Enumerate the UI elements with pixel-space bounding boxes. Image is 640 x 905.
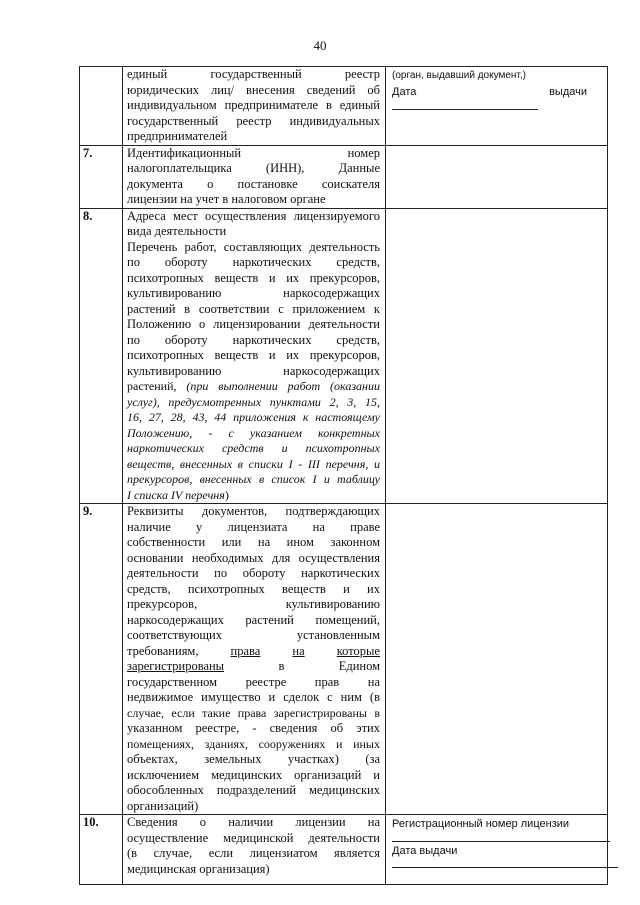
fill-line [392, 831, 610, 842]
table-row [80, 504, 608, 815]
row-entry-field[interactable] [386, 815, 608, 885]
text-fragment-italic: (при выполнении работ (оказании [186, 379, 380, 393]
text-fragment-italic: I списка IV перечня [127, 487, 225, 502]
text-line: культивированию наркосодержащих [127, 363, 380, 378]
text-line: психотропных веществ и их прекурсоров, [127, 348, 380, 362]
text-line: индивидуальном предпринимателе в единый [127, 98, 380, 112]
text-fragment: растений, [127, 379, 177, 393]
issue-date-label: Дата выдачи [392, 845, 458, 857]
table-row [80, 815, 608, 885]
text-line: случае, если такие права зарегистрированы в [127, 705, 380, 720]
text-line: наличие у лицензиата на праве [127, 519, 380, 534]
row-description [123, 67, 386, 146]
text-line: по обороту наркотических средств, [127, 332, 380, 347]
text-line: растений в соответствии с приложением к [127, 301, 380, 316]
underlined-text: права [230, 643, 261, 658]
fill-line [392, 858, 618, 868]
row-number: 7. [80, 145, 123, 208]
text-line: организаций) [127, 798, 199, 813]
text-line: по обороту наркотических средств, [127, 255, 380, 269]
text-line-italic: 16, 27, 28, 43, 44 приложения к настоящему [127, 410, 380, 424]
row-number: 8. [80, 208, 123, 504]
row-description [123, 208, 386, 504]
text-line: налогоплательщика (ИНН), Данные [127, 161, 380, 175]
text-line: документа о постановке соискателя [127, 176, 380, 191]
text-line: Перечень работ, составляющих деятельность [127, 239, 380, 254]
text-line: помещениях, зданиях, сооружениях и иных [127, 736, 380, 751]
underlined-text: которые [336, 643, 380, 658]
text-line: государственном реестре прав на [127, 674, 380, 689]
text-line: объектах, земельных участках) (за [127, 752, 380, 766]
row-number: 9. [80, 504, 123, 815]
underlined-text: зарегистрированы [127, 659, 225, 673]
license-application-table [79, 66, 608, 885]
text-fragment: в [278, 659, 285, 673]
text-line: деятельности по обороту наркотических [127, 566, 380, 580]
text-fragment: Едином [338, 659, 380, 673]
text-line: осуществление медицинской деятельности [127, 830, 380, 845]
row-description [123, 504, 386, 815]
row-entry-field[interactable] [386, 208, 608, 504]
row-entry-field[interactable] [386, 504, 608, 815]
text-line: недвижимое имущество и сделок с ним (в [127, 690, 380, 704]
text-line-italic: наркотических средств и психотропных [127, 441, 380, 455]
text-line: Сведения о наличии лицензии на [127, 815, 380, 829]
issue-word: выдачи [549, 86, 587, 98]
text-fragment: ) [224, 487, 229, 502]
table-row [80, 67, 608, 146]
text-line [127, 644, 380, 660]
issue-date-label [392, 85, 601, 99]
row-description [123, 815, 386, 885]
row-number [80, 67, 123, 146]
row-description [123, 145, 386, 208]
text-line: Идентификационный номер [127, 145, 380, 160]
text-line: собственности или на ином законном [127, 535, 380, 549]
text-fragment: требованиям, [127, 643, 199, 658]
text-line: Положению о лицензировании деятельности [127, 317, 380, 331]
text-line: Адреса мест осуществления лицензируемого [127, 208, 380, 223]
table-row [80, 145, 608, 208]
text-line: медицинская организация) [127, 861, 270, 876]
text-line: единый государственный реестр [127, 67, 380, 81]
date-word: Дата [392, 86, 417, 98]
text-line: культивированию наркосодержащих [127, 286, 380, 300]
text-line [127, 659, 380, 675]
text-line: предпринимателей [127, 129, 228, 143]
page-number: 40 [313, 38, 327, 53]
table-row [80, 208, 608, 504]
text-line: прекурсоров, культивированию [127, 597, 380, 611]
text-line: обособленных подразделений медицинских [127, 783, 380, 797]
text-line-italic: услуг), предусмотренных пунктами 2, 3, 15, [127, 394, 380, 409]
text-line: исключением медицинских организаций и [127, 767, 380, 782]
text-line: указанном реестре, - сведения об этих [127, 721, 380, 735]
text-line: наркосодержащих растений помещений, [127, 612, 380, 627]
underlined-text: на [292, 643, 305, 658]
text-line: лицензии на учет в налоговом органе [127, 192, 326, 206]
issuing-authority-label: (орган, выдавший документ,) [392, 70, 527, 81]
row-number: 10. [80, 815, 123, 885]
text-line-italic: Положению, - с указанием конкретных [127, 425, 380, 440]
text-line: вида деятельности [127, 224, 227, 238]
registration-number-label: Регистрационный номер лицензии [392, 818, 570, 830]
text-line-italic: прекурсоров, внесенных в список I и таблицу [127, 472, 380, 486]
fill-line [392, 101, 538, 110]
text-line: государственный реестр индивидуальных [127, 113, 380, 128]
text-line: соответствующих установленным [127, 628, 380, 642]
row-entry-field[interactable] [386, 145, 608, 208]
text-line [127, 488, 380, 504]
text-line: Реквизиты документов, подтверждающих [127, 504, 380, 518]
text-line-italic: веществ, внесенных в списки I - III перечня, и [127, 456, 380, 471]
row-entry-field[interactable] [386, 67, 608, 146]
text-line: психотропных веществ и их прекурсоров, [127, 270, 380, 285]
text-line: основании необходимых для осуществления [127, 550, 380, 565]
text-line: (в случае, если лицензиатом является [127, 846, 380, 860]
text-line: средств, психотропных веществ и их [127, 581, 380, 596]
text-line [127, 379, 380, 395]
text-line: юридических лиц/ внесения сведений об [127, 82, 380, 97]
